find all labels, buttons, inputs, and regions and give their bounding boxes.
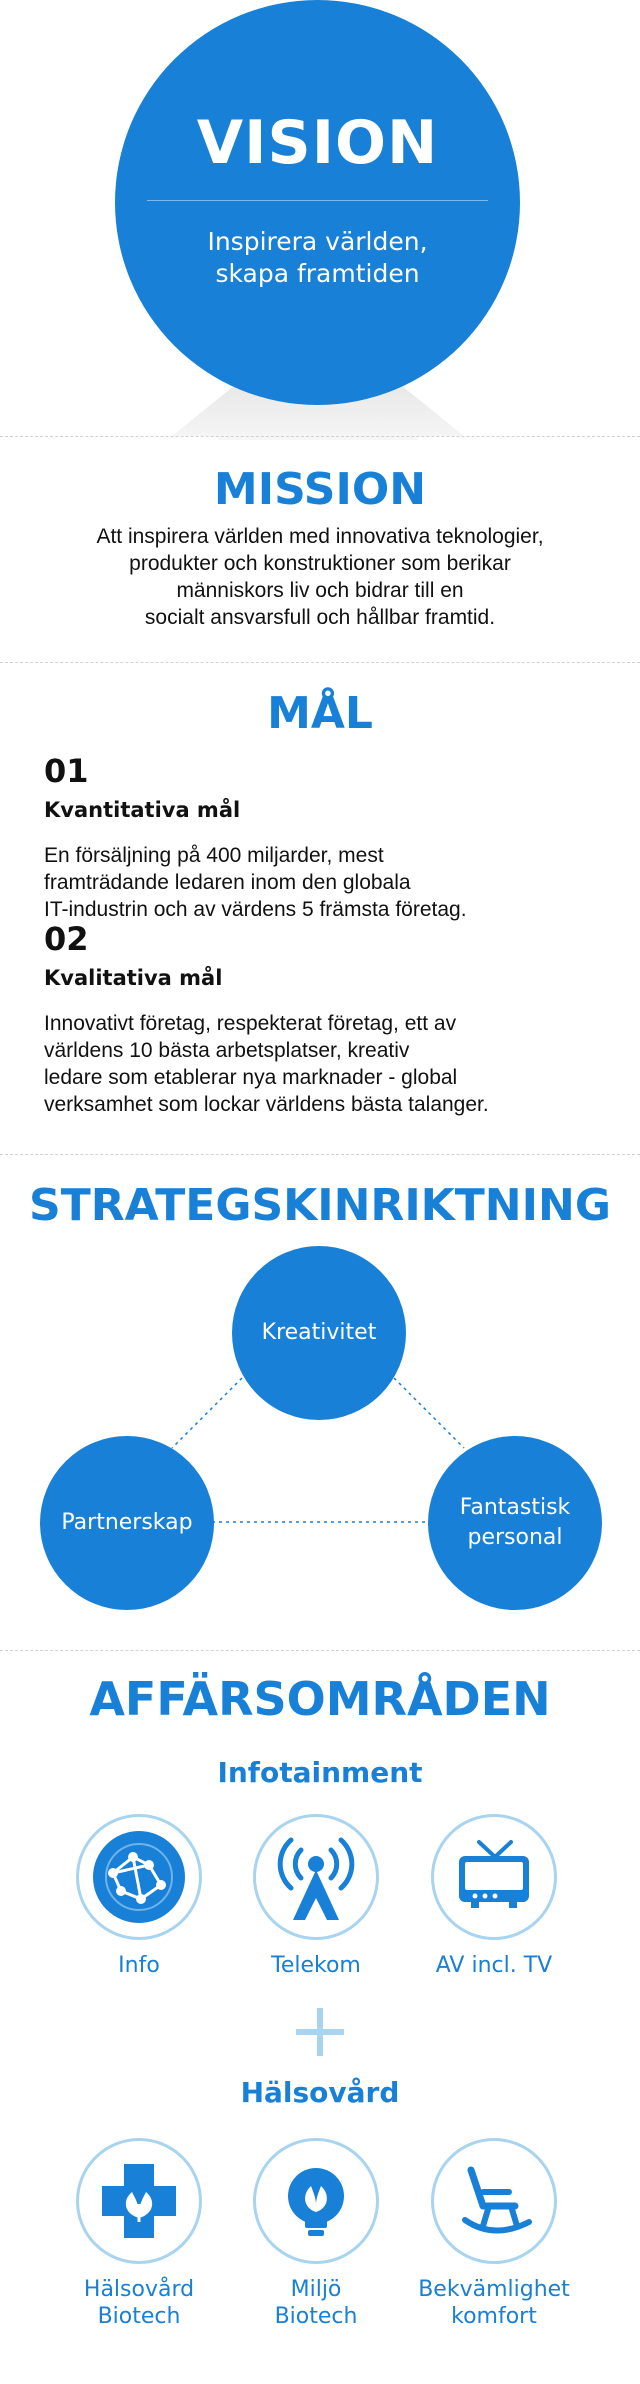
group-title-halsovard: Hälsovård — [240, 2076, 400, 2109]
mission-line: produkter och konstruktioner som berikar — [129, 552, 511, 575]
label-line: Hälsovård — [83, 2277, 195, 2302]
label-line: Biotech — [97, 2304, 181, 2329]
bekvamlighet-komfort-label — [394, 2276, 594, 2330]
label-line: Bekvämlighet — [418, 2277, 570, 2302]
av-tv-label: AV incl. TV — [435, 1953, 553, 1978]
vision-subtitle — [115, 226, 520, 290]
goals-title: MÅL — [267, 688, 373, 739]
info-icon-ring — [76, 1814, 202, 1940]
mission-line: Att inspirera världen med innovativa teknologier, — [96, 525, 544, 548]
goal-line: ledare som etablerar nya marknader - global — [44, 1066, 458, 1089]
medical-cross-icon — [94, 2156, 184, 2246]
leaf-bulb-icon — [271, 2156, 361, 2246]
bekvamlighet-icon-ring — [431, 2138, 557, 2264]
goal-text — [44, 1010, 604, 1118]
label-line: Miljö — [290, 2277, 342, 2302]
tv-icon — [449, 1832, 539, 1922]
label-line: Biotech — [274, 2304, 358, 2329]
strategy-node-kreativitet — [232, 1246, 406, 1420]
mission-title: MISSION — [213, 464, 427, 515]
plus-icon — [296, 2008, 344, 2056]
section-divider — [0, 1650, 640, 1651]
goal-line: framträdande ledaren inom den globala — [44, 871, 411, 894]
strategy-node-label: personal — [467, 1525, 563, 1550]
goal-item — [44, 920, 604, 1118]
strategy-node-label: Fantastisk — [459, 1495, 571, 1520]
goal-heading: Kvalitativa mål — [44, 966, 223, 990]
vision-circle — [115, 0, 520, 405]
goal-heading: Kvantitativa mål — [44, 798, 241, 822]
goal-line: Innovativt företag, respekterat företag, ett av — [44, 1012, 457, 1035]
goal-item — [44, 752, 604, 923]
mission-text — [0, 523, 640, 631]
vision-subtitle-line: Inspirera världen, — [207, 227, 428, 256]
vision-section — [0, 0, 640, 436]
strategy-node-label: Partnerskap — [61, 1510, 193, 1535]
miljo-icon-ring — [253, 2138, 379, 2264]
goal-line: IT-industrin och av värdens 5 främsta företag. — [44, 898, 467, 921]
label-line: komfort — [451, 2304, 537, 2329]
halsovard-biotech-label — [39, 2276, 239, 2330]
miljo-biotech-label — [216, 2276, 416, 2330]
vision-subtitle-line: skapa framtiden — [215, 259, 420, 288]
strategy-title: STRATEGSKINRIKTNING — [29, 1180, 611, 1231]
goal-line: världens 10 bästa arbetsplatser, kreativ — [44, 1039, 410, 1062]
section-divider — [0, 436, 640, 437]
group-title-infotainment: Infotainment — [217, 1756, 423, 1789]
section-divider — [0, 1154, 640, 1155]
vision-divider — [147, 200, 488, 201]
strategy-node-fantastisk-personal — [428, 1436, 602, 1610]
business-title: AFFÄRSOMRÅDEN — [89, 1672, 551, 1726]
antenna-icon — [271, 1832, 361, 1922]
goal-text — [44, 842, 604, 923]
telekom-icon-ring — [253, 1814, 379, 1940]
goal-number: 01 — [44, 752, 89, 790]
rocking-chair-icon — [449, 2156, 539, 2246]
globe-icon — [91, 1829, 187, 1925]
info-label: Info — [118, 1953, 160, 1978]
goal-line: verksamhet som lockar världens bästa talanger. — [44, 1093, 489, 1116]
strategy-node-label: Kreativitet — [261, 1320, 377, 1345]
av-tv-icon-ring — [431, 1814, 557, 1940]
telekom-label: Telekom — [271, 1953, 361, 1978]
mission-line: socialt ansvarsfull och hållbar framtid. — [144, 606, 496, 629]
goal-line: En försäljning på 400 miljarder, mest — [44, 844, 384, 867]
goal-number: 02 — [44, 920, 89, 958]
mission-line: människors liv och bidrar till en — [176, 579, 464, 602]
strategy-node-partnerskap — [40, 1436, 214, 1610]
halsovard-icon-ring — [76, 2138, 202, 2264]
section-divider — [0, 662, 640, 663]
vision-title: VISION — [196, 108, 439, 178]
